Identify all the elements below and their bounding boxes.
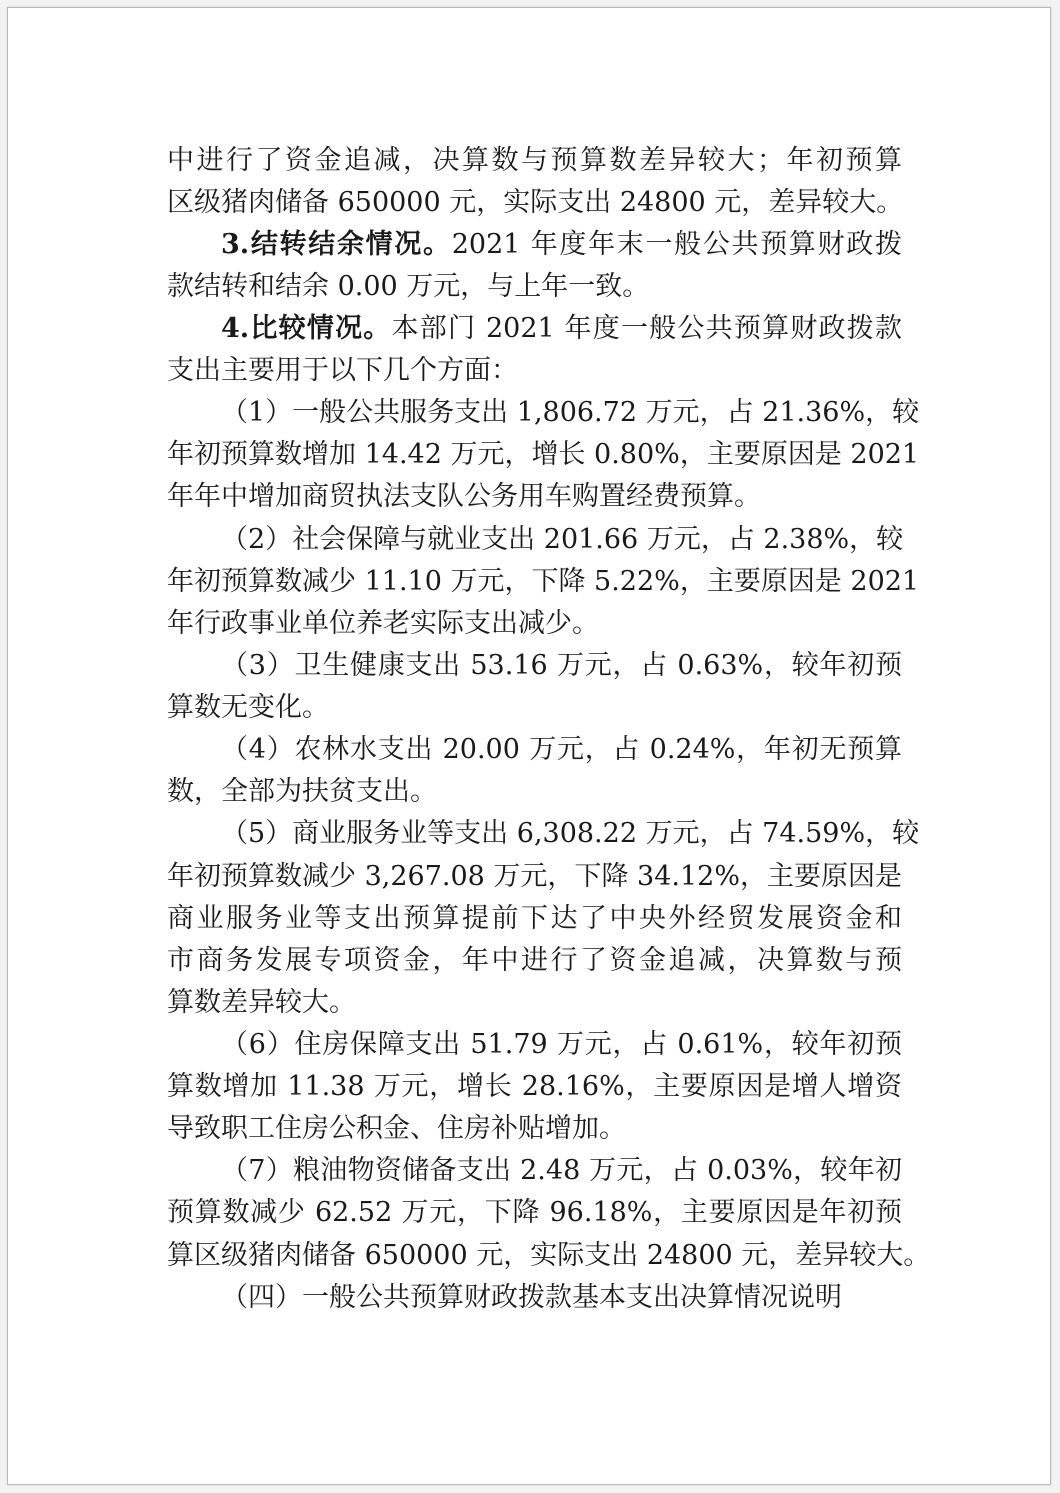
- text-line: （6）住房保障支出 51.79 万元，占 0.61%，较年初预: [221, 1029, 902, 1060]
- text-line: 算区级猪肉储备 650000 元，实际支出 24800 元，差异较大。: [167, 1240, 931, 1271]
- text-line: 算数无变化。: [167, 692, 329, 723]
- text-line: 3.结转结余情况。2021 年度年末一般公共预算财政拨: [221, 229, 902, 260]
- text-line: 算数增加 11.38 万元，增长 28.16%，主要原因是增人增资: [167, 1071, 902, 1102]
- section-heading: （四）一般公共预算财政拨款基本支出决算情况说明: [221, 1282, 842, 1313]
- text-line: （5）商业服务业等支出 6,308.22 万元，占 74.59%，较: [221, 818, 920, 849]
- text-line: （3）卫生健康支出 53.16 万元，占 0.63%，较年初预: [221, 650, 902, 681]
- text-line: 支出主要用于以下几个方面：: [167, 355, 518, 386]
- text-line: 中进行了资金追减，决算数与预算数差异较大；年初预算: [167, 145, 902, 176]
- text-line: 数，全部为扶贫支出。: [167, 776, 437, 807]
- section-heading-comparison: 4.比较情况。: [221, 313, 392, 344]
- text-line: 年初预算数增加 14.42 万元，增长 0.80%，主要原因是 2021: [167, 439, 920, 470]
- text-line: 年年中增加商贸执法支队公务用车购置经费预算。: [167, 481, 761, 512]
- text-line: （2）社会保障与就业支出 201.66 万元，占 2.38%，较: [221, 524, 904, 555]
- text-line: 年初预算数减少 11.10 万元，下降 5.22%，主要原因是 2021: [167, 566, 920, 597]
- text-line: （1）一般公共服务支出 1,806.72 万元，占 21.36%，较: [221, 397, 920, 428]
- text-line: 商业服务业等支出预算提前下达了中央外经贸发展资金和: [167, 903, 902, 934]
- text-line: 4.比较情况。本部门 2021 年度一般公共预算财政拨款: [221, 313, 902, 344]
- text-line: 算数差异较大。: [167, 987, 356, 1018]
- text-line: 款结转和结余 0.00 万元，与上年一致。: [167, 271, 650, 302]
- text-line: 年行政事业单位养老实际支出减少。: [167, 608, 599, 639]
- text-line: 导致职工住房公积金、住房补贴增加。: [167, 1113, 626, 1144]
- document-page: [7, 7, 1051, 1485]
- text-line: 预算数减少 62.52 万元，下降 96.18%，主要原因是年初预: [167, 1197, 902, 1228]
- section-heading-carryover: 3.结转结余情况。: [221, 229, 452, 260]
- text-line: 市商务发展专项资金，年中进行了资金追减，决算数与预: [167, 945, 902, 976]
- text-line: 年初预算数减少 3,267.08 万元，下降 34.12%，主要原因是: [167, 861, 902, 892]
- text-line: （4）农林水支出 20.00 万元，占 0.24%，年初无预算: [221, 734, 902, 765]
- text-line: 区级猪肉储备 650000 元，实际支出 24800 元，差异较大。: [167, 187, 904, 218]
- text-line: （7）粮油物资储备支出 2.48 万元，占 0.03%，较年初: [221, 1155, 902, 1186]
